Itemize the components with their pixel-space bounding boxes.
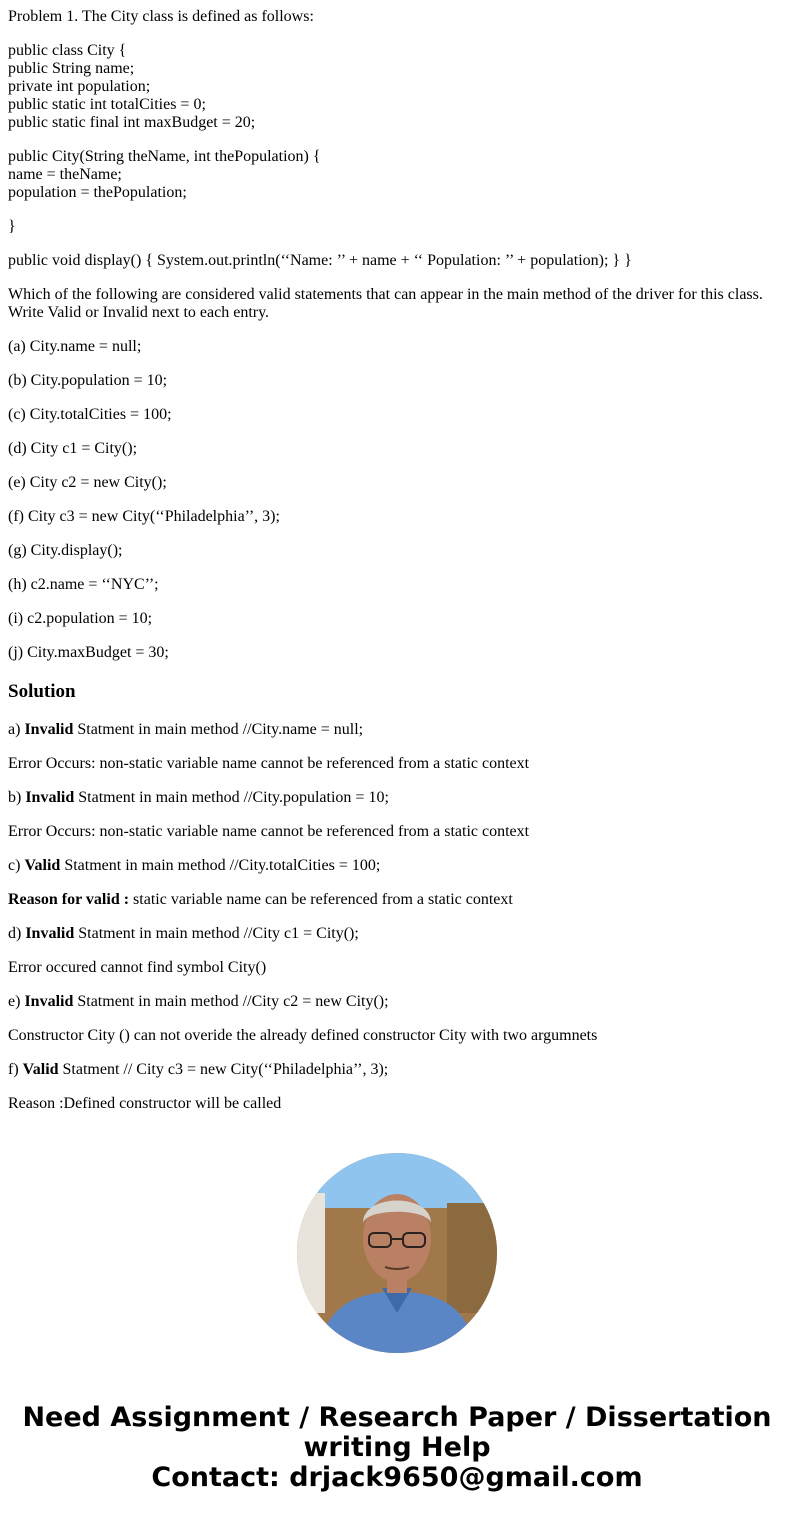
answer-verdict: Invalid — [25, 789, 75, 806]
answer-d — [8, 925, 359, 943]
answer-text: Statment in main method //City c2 = new City(); — [73, 993, 389, 1010]
answer-e-note: Constructor City () can not overide the already defined constructor City with two argumnets — [8, 1027, 598, 1044]
answer-text: Statment in main method //City.totalCities = 100; — [60, 857, 381, 874]
answer-verdict: Valid — [24, 857, 61, 874]
code-line: public class City { — [8, 42, 127, 59]
answer-e — [8, 993, 389, 1011]
avatar — [297, 1153, 497, 1353]
answer-f-note: Reason :Defined constructor will be called — [8, 1095, 282, 1112]
note-label: Reason for valid : — [8, 891, 130, 908]
code-line: private int population; — [8, 78, 151, 95]
answer-a — [8, 721, 363, 739]
answer-text: Statment // City c3 = new City(‘‘Philadelphia’’, 3); — [58, 1061, 389, 1078]
wall-panel — [297, 1193, 325, 1313]
option-b: (b) City.population = 10; — [8, 372, 168, 389]
answer-text: Statment in main method //City.population = 10; — [74, 789, 389, 806]
promo-contact: Contact: drjack9650@gmail.com — [151, 1462, 643, 1493]
answer-text: Statment in main method //City c1 = City(); — [74, 925, 359, 942]
solution-heading: Solution — [8, 681, 76, 702]
portrait-image — [297, 1153, 497, 1353]
code-line: public String name; — [8, 60, 135, 77]
option-i: (i) c2.population = 10; — [8, 610, 153, 627]
note-text: static variable name can be referenced from a static context — [129, 891, 513, 908]
code-line: public static final int maxBudget = 20; — [8, 114, 256, 131]
answer-verdict: Invalid — [24, 721, 74, 738]
answer-d-note: Error occured cannot find symbol City() — [8, 959, 267, 976]
option-f: (f) City c3 = new City(‘‘Philadelphia’’, 3); — [8, 508, 280, 525]
constructor-code — [8, 148, 321, 202]
option-g: (g) City.display(); — [8, 542, 123, 559]
code-line: public static int totalCities = 0; — [8, 96, 206, 113]
option-c: (c) City.totalCities = 100; — [8, 406, 172, 423]
option-a: (a) City.name = null; — [8, 338, 142, 355]
option-e: (e) City c2 = new City(); — [8, 474, 167, 491]
problem-intro: Problem 1. The City class is defined as follows: — [8, 8, 314, 25]
question-line: Which of the following are considered valid statements that can appear in the main method of the driver for this class. — [8, 286, 763, 303]
answer-verdict: Valid — [22, 1061, 59, 1078]
question-line: Write Valid or Invalid next to each entry. — [8, 304, 270, 321]
promo-line: Need Assignment / Research Paper / Dissertation — [22, 1402, 772, 1433]
class-declaration — [8, 42, 255, 132]
answer-a-note: Error Occurs: non-static variable name cannot be referenced from a static context — [8, 755, 530, 772]
display-method: public void display() { System.out.println(‘‘Name: ’’ + name + ‘‘ Population: ’’ + population); } } — [8, 252, 632, 269]
answer-verdict: Invalid — [24, 993, 74, 1010]
answer-prefix: a) — [8, 721, 25, 738]
code-line: population = thePopulation; — [8, 184, 187, 201]
answer-prefix: e) — [8, 993, 25, 1010]
option-h: (h) c2.name = ‘‘NYC’’; — [8, 576, 159, 593]
option-j: (j) City.maxBudget = 30; — [8, 644, 169, 661]
promo-line: writing Help — [303, 1432, 491, 1463]
answer-b-note: Error Occurs: non-static variable name cannot be referenced from a static context — [8, 823, 530, 840]
answer-c-note — [8, 891, 513, 909]
answer-prefix: f) — [8, 1061, 23, 1078]
answer-b — [8, 789, 389, 807]
promo-banner — [0, 1403, 794, 1493]
answer-f — [8, 1061, 388, 1079]
answer-prefix: b) — [8, 789, 26, 806]
answer-c — [8, 857, 380, 875]
option-d: (d) City c1 = City(); — [8, 440, 138, 457]
code-line: public City(String theName, int thePopulation) { — [8, 148, 321, 165]
closing-brace: } — [8, 218, 16, 235]
answer-verdict: Invalid — [25, 925, 75, 942]
answer-prefix: c) — [8, 857, 25, 874]
answer-text: Statment in main method //City.name = null; — [73, 721, 364, 738]
question-text — [8, 286, 763, 322]
code-line: name = theName; — [8, 166, 122, 183]
answer-prefix: d) — [8, 925, 26, 942]
wood-panel — [447, 1203, 497, 1313]
